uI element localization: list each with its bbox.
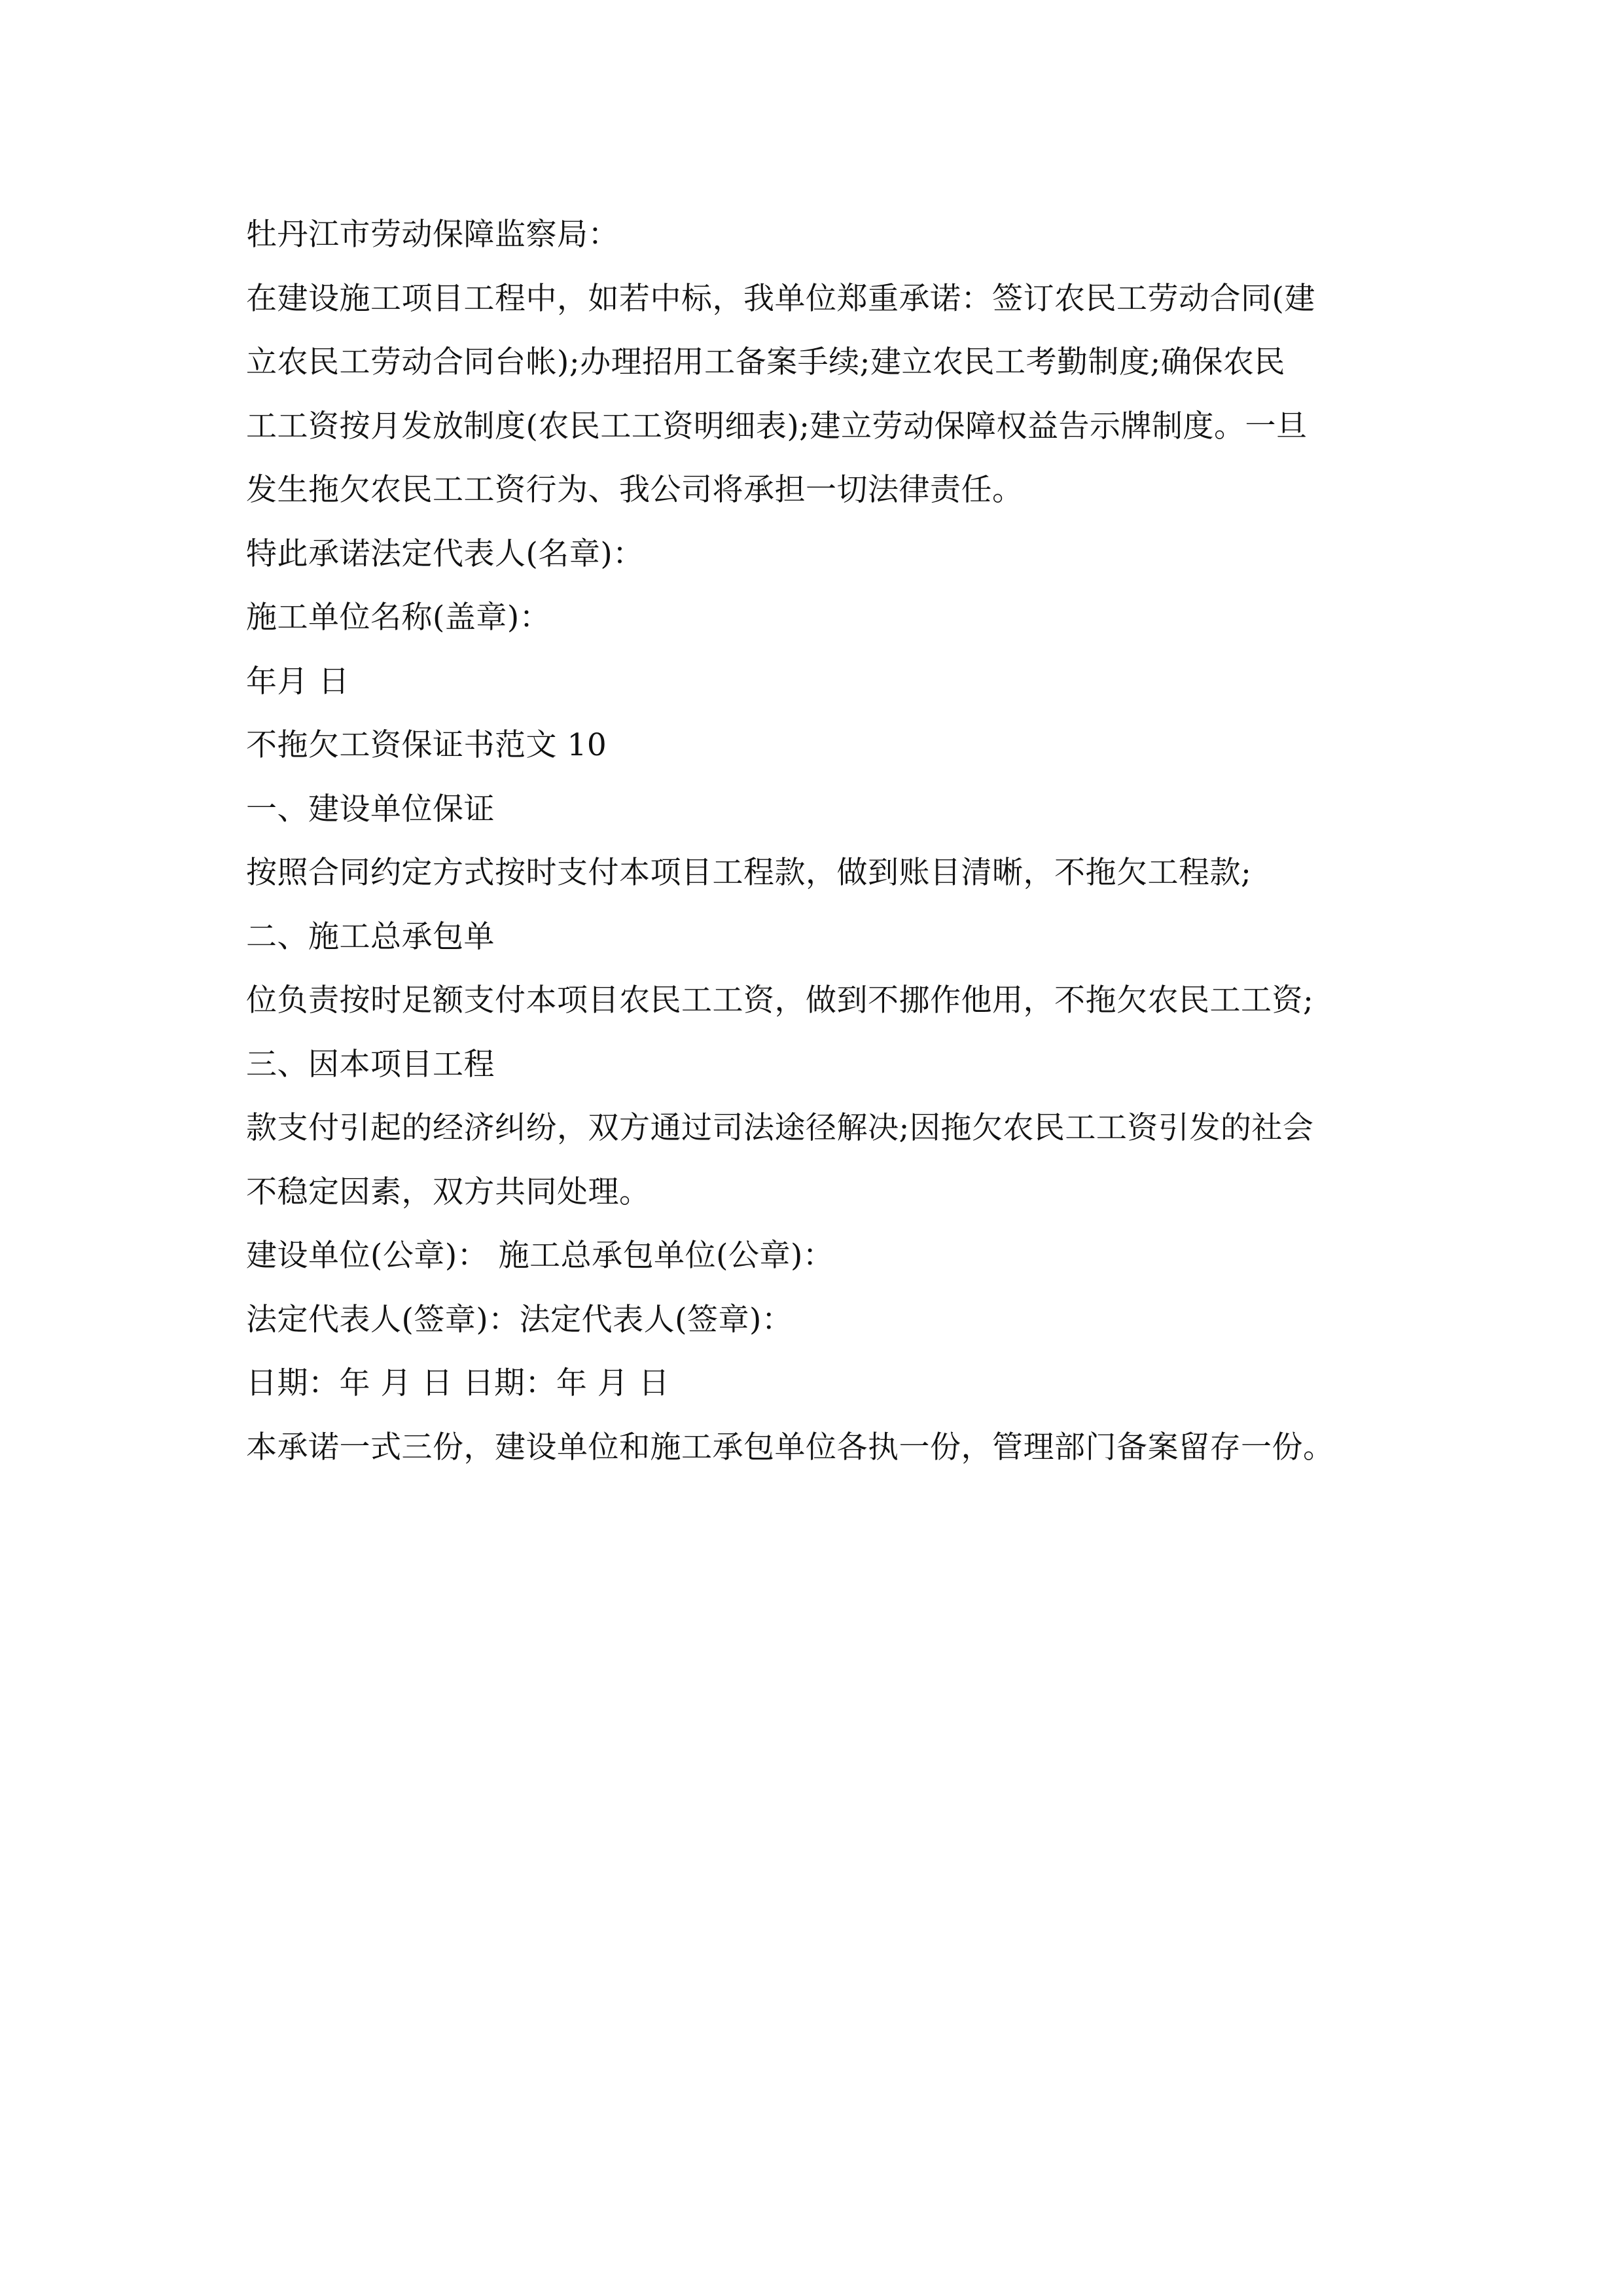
addressee-line: 牡丹江市劳动保障监察局： bbox=[246, 217, 619, 253]
paragraph-line: 立农民工劳动合同台帐);办理招用工备案手续;建立农民工考勤制度;确保农民 bbox=[246, 344, 1285, 380]
clause-text: 按照合同约定方式按时支付本项目工程款，做到账目清晰，不拖欠工程款; bbox=[246, 855, 1252, 891]
clause-heading: 二、施工总承包单 bbox=[246, 918, 495, 955]
document-body bbox=[246, 203, 1385, 1479]
paragraph-line: 工工资按月发放制度(农民工工资明细表);建立劳动保障权益告示牌制度。一旦 bbox=[246, 408, 1308, 444]
clause-heading: 一、建设单位保证 bbox=[246, 791, 495, 827]
signature-seal-line: 建设单位(公章)： 施工总承包单位(公章)： bbox=[246, 1238, 834, 1274]
signature-representative-line: 法定代表人(签章)：法定代表人(签章)： bbox=[246, 1301, 793, 1338]
clause-text: 不稳定因素，双方共同处理。 bbox=[246, 1174, 651, 1210]
section-title: 不拖欠工资保证书范文 10 bbox=[246, 727, 607, 763]
legal-representative-line: 特此承诺法定代表人(名章)： bbox=[246, 535, 644, 572]
closing-note: 本承诺一式三份，建设单位和施工承包单位各执一份，管理部门备案留存一份。 bbox=[246, 1429, 1334, 1465]
paragraph-line: 在建设施工项目工程中，如若中标，我单位郑重承诺：签订农民工劳动合同(建 bbox=[246, 280, 1315, 317]
date-line: 年月 日 bbox=[246, 663, 349, 700]
clause-text: 位负责按时足额支付本项目农民工工资，做到不挪作他用，不拖欠农民工工资; bbox=[246, 982, 1314, 1018]
clause-heading: 三、因本项目工程 bbox=[246, 1046, 495, 1083]
company-seal-line: 施工单位名称(盖章)： bbox=[246, 600, 551, 636]
paragraph-line: 发生拖欠农民工工资行为、我公司将承担一切法律责任。 bbox=[246, 472, 1024, 508]
signature-date-line: 日期：年 月 日 日期：年 月 日 bbox=[246, 1365, 670, 1401]
clause-text: 款支付引起的经济纠纷，双方通过司法途径解决;因拖欠农民工工资引发的社会 bbox=[246, 1110, 1314, 1146]
